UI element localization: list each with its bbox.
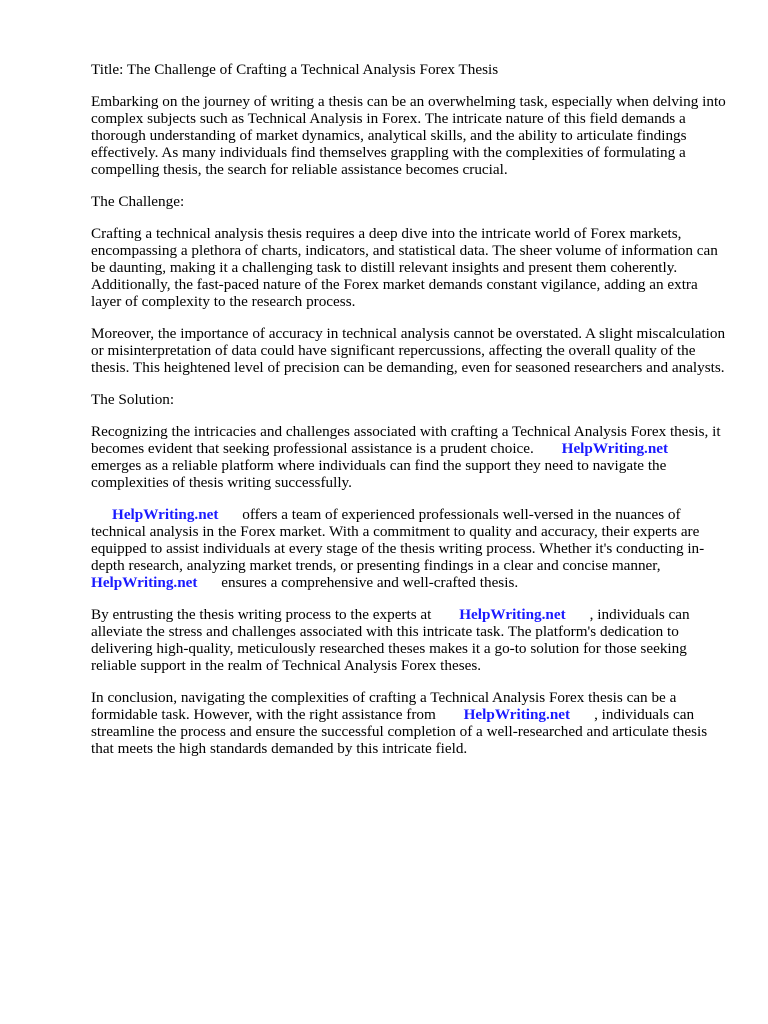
conclusion-text-b: , individuals can streamline the process and ensure the successful completion of a well-researched and articulate thesis that meets the high standards demanded by this intricate field. [91,706,708,757]
solution-p1-text-b: emerges as a reliable platform where individuals can find the support they need to navigate the complexities of thesis writing successfully. [91,457,667,491]
solution-p2-text-b: ensures a comprehensive and well-crafted thesis. [221,574,519,591]
challenge-heading: The Challenge: [91,193,185,210]
helpwriting-link-1[interactable]: HelpWriting.net [561,440,669,457]
solution-p2-text-a: offers a team of experienced professionals well-versed in the nuances of technical analysis in the Forex market. With a commitment to quality and accuracy, their experts are equipped to assist individuals at every stage of the thesis writing process. Whether it's conducting in-depth research, analyzing market trends, or presenting findings in a clear and concise manner, [91,506,705,574]
helpwriting-link-2[interactable]: HelpWriting.net [112,506,219,523]
document-title: Title: The Challenge of Crafting a Technical Analysis Forex Thesis [91,61,499,78]
challenge-paragraph-1: Crafting a technical analysis thesis requires a deep dive into the intricate world of Forex markets, encompassing a plethora of charts, indicators, and statistical data. The sheer volume of information can be daunting, making it a challenging task to distill relevant insights and present them coherently. Additionally, the fast-paced nature of the Forex market demands constant vigilance, adding an extra layer of complexity to the research process. [91,225,718,310]
solution-paragraph-2 [91,506,731,591]
helpwriting-link-3[interactable]: HelpWriting.net [91,574,198,591]
challenge-paragraph-2: Moreover, the importance of accuracy in technical analysis cannot be overstated. A slight miscalculation or misinterpretation of data could have significant repercussions, affecting the overall quality of the thesis. This heightened level of precision can be demanding, even for seasoned researchers and analysts. [91,325,726,376]
solution-paragraph-1 [91,423,731,491]
solution-p3-text-a: By entrusting the thesis writing process to the experts at [91,606,432,623]
solution-p1-text-a: Recognizing the intricacies and challenges associated with crafting a Technical Analysis Forex thesis, it becomes evident that seeking professional assistance is a prudent choice. [91,423,721,457]
solution-heading: The Solution: [91,391,175,408]
document-page [91,61,731,772]
helpwriting-link-5[interactable]: HelpWriting.net [463,706,571,723]
intro-paragraph: Embarking on the journey of writing a thesis can be an overwhelming task, especially when delving into complex subjects such as Technical Analysis in Forex. The intricate nature of this field demands a thorough understanding of market dynamics, analytical skills, and the ability to articulate findings effectively. As many individuals find themselves grappling with the complexities of formulating a compelling thesis, the search for reliable assistance becomes crucial. [91,93,726,178]
solution-p3-text-b: , individuals can alleviate the stress and challenges associated with this intricate task. The platform's dedication to delivering high-quality, meticulously researched theses makes it a go-to solution for those seeking reliable support in the realm of Technical Analysis Forex theses. [91,606,690,674]
helpwriting-link-4[interactable]: HelpWriting.net [459,606,566,623]
conclusion-paragraph [91,689,731,757]
conclusion-text-a: In conclusion, navigating the complexities of crafting a Technical Analysis Forex thesis can be a formidable task. However, with the right assistance from [91,689,677,723]
solution-paragraph-3 [91,606,731,674]
